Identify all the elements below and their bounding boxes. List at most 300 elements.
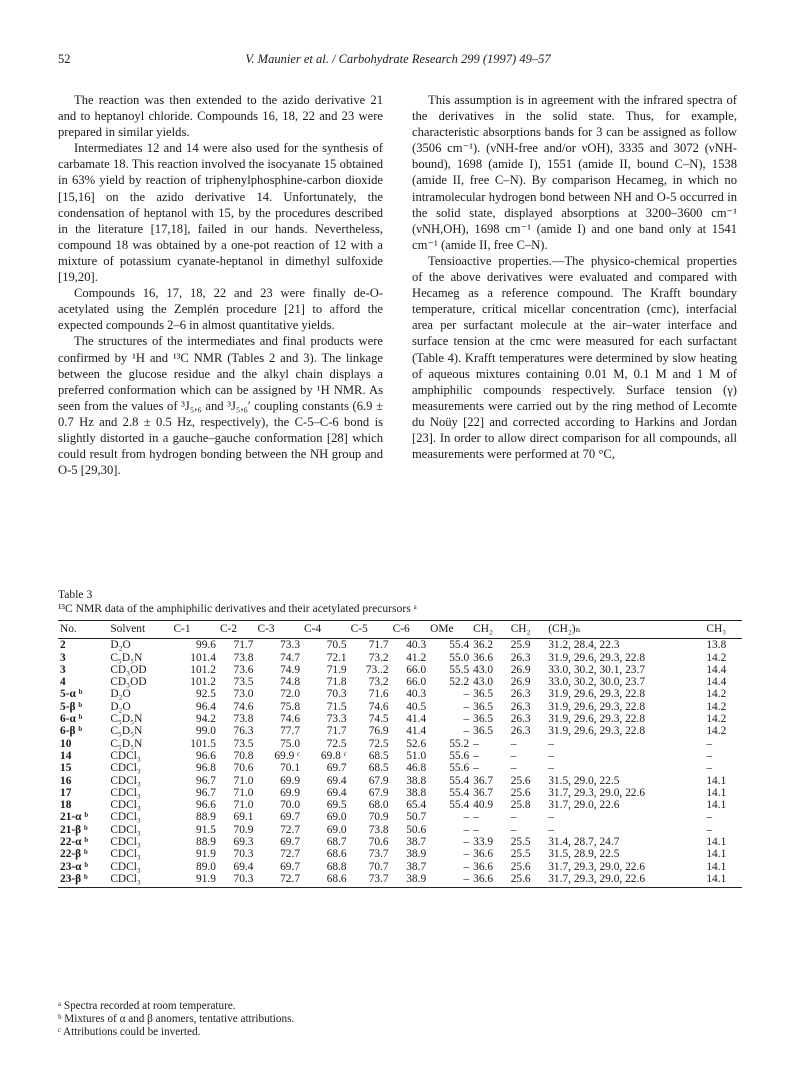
table-cell: 38.9 xyxy=(391,873,429,888)
table-cell: 96.6 xyxy=(196,799,216,812)
table-cell: 26.3 xyxy=(510,700,531,713)
table-cell: 74.9 xyxy=(280,663,301,676)
table-cell: 74.7 xyxy=(280,651,301,664)
table-cell: 5-α ᵇ xyxy=(60,688,83,701)
table-cell: 69.9 xyxy=(280,774,301,787)
table-cell: 36.6 xyxy=(471,873,509,888)
table-cell: – xyxy=(463,860,470,873)
table-cell: – xyxy=(510,737,517,750)
table-cell: 14.2 xyxy=(706,700,727,713)
table-cell: CDCl₃ xyxy=(110,749,141,762)
table-cell: 31.7, 29.3, 29.0, 22.6 xyxy=(548,860,646,873)
table-cell: 77.7 xyxy=(280,725,301,738)
table-cell: – xyxy=(548,811,554,824)
table-cell: 69.3 xyxy=(233,836,254,849)
table-cell: 67.9 xyxy=(368,786,389,799)
table-cell: 14.1 xyxy=(706,774,727,787)
table-cell: 68.0 xyxy=(368,799,389,812)
table-cell: 25.5 xyxy=(510,848,531,861)
table-cell: 52.6 xyxy=(406,737,427,750)
table-cell: 75.0 xyxy=(280,737,301,750)
table-cell: 99.0 xyxy=(196,725,216,738)
table-cell: D₂O xyxy=(110,700,131,713)
table-cell: 14.1 xyxy=(706,799,727,812)
table-cell: 31.7, 29.3, 29.0, 22.6 xyxy=(546,873,704,888)
table-cell: 14.4 xyxy=(706,663,727,676)
column-header: C-3 xyxy=(255,621,302,639)
table-cell: – xyxy=(463,700,470,713)
table-cell: 25.5 xyxy=(510,836,531,849)
table-cell: 51.0 xyxy=(406,749,427,762)
table-cell: 101.2 xyxy=(190,676,216,689)
column-header: CH₂ xyxy=(509,621,547,639)
table-cell: D₂O xyxy=(110,688,131,701)
table-cell: – xyxy=(510,811,517,824)
table-cell: 71.7 xyxy=(326,725,347,738)
column-header: C-4 xyxy=(302,621,349,639)
table-cell: 55.4 xyxy=(449,774,470,787)
table-cell: – xyxy=(473,823,479,836)
table-cell: – xyxy=(510,762,517,775)
column-header: CH₂ xyxy=(471,621,509,639)
table-cell: CDCl₃ xyxy=(110,786,141,799)
table-cell: 73.3 xyxy=(280,639,301,652)
table-cell: 68.6 xyxy=(302,873,349,888)
table-cell: 50.6 xyxy=(406,823,427,836)
table-cell: 68.7 xyxy=(326,836,347,849)
table-cell: 72.5 xyxy=(368,737,389,750)
table-cell: 71.0 xyxy=(233,786,254,799)
footnote: ᵇ Mixtures of α and β anomers, tentative attributions. xyxy=(58,1013,295,1025)
table-cell: 25.9 xyxy=(510,639,531,652)
table-cell: 23-α ᵇ xyxy=(60,860,89,873)
table-cell: – xyxy=(463,725,470,738)
table-cell: 25.8 xyxy=(510,799,531,812)
table-cell: 96.4 xyxy=(196,700,216,713)
table-cell: 23-β ᵇ xyxy=(58,873,108,888)
table-cell: 73.2 xyxy=(368,676,389,689)
table-cell: 72.7 xyxy=(280,823,301,836)
table-cell: 3 xyxy=(60,663,66,676)
table-cell: 69.9 xyxy=(280,786,301,799)
table-cell: 74.6 xyxy=(233,700,254,713)
page-header xyxy=(58,52,738,68)
table-cell: 36.6 xyxy=(473,848,494,861)
table-cell: – xyxy=(473,737,479,750)
table-cell: 6-β ᵇ xyxy=(60,725,83,738)
table-cell: 41.4 xyxy=(406,725,427,738)
table-cell: 14.1 xyxy=(704,873,742,888)
table-cell: 96.7 xyxy=(196,774,216,787)
table-cell: 25.6 xyxy=(509,873,547,888)
table-cell: 26.3 xyxy=(510,688,531,701)
table-cell: 73.8 xyxy=(368,823,389,836)
table-cell: 13.8 xyxy=(706,639,727,652)
table-cell: 70.6 xyxy=(233,762,254,775)
table-row xyxy=(58,861,742,873)
table-cell: 70.8 xyxy=(233,749,254,762)
table-cell: 73.7 xyxy=(368,848,389,861)
table-cell: C₅D₅N xyxy=(110,651,143,664)
table-cell: – xyxy=(706,823,713,836)
table-cell: 73.8 xyxy=(233,651,254,664)
table-cell: 70.7 xyxy=(368,860,389,873)
table-cell: 36.2 xyxy=(473,639,494,652)
table-cell: 16 xyxy=(60,774,72,787)
table-cell: 72.7 xyxy=(255,873,302,888)
table-label: Table 3 xyxy=(58,588,93,601)
table-cell: 31.2, 28.4, 22.3 xyxy=(548,639,620,652)
table-cell: – xyxy=(463,713,470,726)
table-cell: 31.9, 29.6, 29.3, 22.8 xyxy=(548,713,646,726)
table-cell: – xyxy=(548,762,554,775)
table-cell: 69.1 xyxy=(233,811,254,824)
table-cell: – xyxy=(463,823,470,836)
table-cell: 69.0 xyxy=(326,823,347,836)
table-cell: 52.2 xyxy=(449,676,470,689)
table-cell: 21-α ᵇ xyxy=(60,811,89,824)
footnote: ᵃ Spectra recorded at room temperature. xyxy=(58,1000,236,1012)
running-title: V. Maunier et al. / Carbohydrate Research 299 (1997) 49–57 xyxy=(245,52,551,66)
table-cell: 14.1 xyxy=(706,836,727,849)
table-cell: 72.0 xyxy=(280,688,301,701)
table-cell: – xyxy=(463,688,470,701)
table-cell: 55.4 xyxy=(449,639,470,652)
table-cell: – xyxy=(706,737,713,750)
table-cell: 70.9 xyxy=(233,823,254,836)
table-cell: 55.6 xyxy=(449,749,470,762)
table-cell: 38.9 xyxy=(406,848,427,861)
table-row xyxy=(58,676,742,688)
table-cell: 36.5 xyxy=(473,725,494,738)
table-cell: CDCl₃ xyxy=(110,848,141,861)
table-cell: 96.6 xyxy=(196,749,216,762)
table-cell: 46.8 xyxy=(406,762,427,775)
table-cell: 73.6 xyxy=(233,663,254,676)
table-cell: CDCl₃ xyxy=(110,774,141,787)
table-cell: 73.5 xyxy=(233,737,254,750)
table-cell: 70.5 xyxy=(326,639,347,652)
table-cell: 31.9, 29.6, 29.3, 22.8 xyxy=(548,688,646,701)
table-cell: 43.0 xyxy=(473,676,494,689)
table-cell: CDCl₃ xyxy=(110,860,141,873)
table-cell: 36.6 xyxy=(473,860,494,873)
table-cell: 69.7 xyxy=(280,836,301,849)
table-cell: 31.9, 29.6, 29.3, 22.8 xyxy=(548,700,646,713)
table-cell: 33.0, 30.2, 30.1, 23.7 xyxy=(548,663,646,676)
table-cell: 22-β ᵇ xyxy=(60,848,88,861)
table-cell: – xyxy=(706,749,713,762)
table-body xyxy=(58,639,742,888)
table-cell: 36.5 xyxy=(473,713,494,726)
table-cell: 55.2 xyxy=(449,737,470,750)
table-row xyxy=(58,725,742,737)
table-cell: – xyxy=(473,749,479,762)
table-cell: 38.7 xyxy=(406,836,427,849)
table-cell: 70.0 xyxy=(280,799,301,812)
column-header: (CH₂)ₙ xyxy=(546,621,704,639)
table-row xyxy=(58,750,742,762)
table-cell: – xyxy=(463,848,470,861)
table-cell: 69.7 xyxy=(280,860,301,873)
table-row xyxy=(58,836,742,848)
table-cell: 14 xyxy=(60,749,72,762)
table-cell: 76.3 xyxy=(233,725,254,738)
paragraph: The reaction was then extended to the azido derivative 21 and to heptanoyl chloride. Compounds 16, 18, 22 and 23 were prepared in similar yields. xyxy=(58,93,383,140)
table-cell: 66.0 xyxy=(406,663,427,676)
table-cell: – xyxy=(706,762,713,775)
table-cell: 101.5 xyxy=(190,737,216,750)
table-cell: C₅D₅N xyxy=(110,713,143,726)
table-cell: 41.4 xyxy=(406,713,427,726)
table-cell: 71.7 xyxy=(233,639,254,652)
table-cell: 73.2 xyxy=(368,651,389,664)
table-cell: 21-β ᵇ xyxy=(60,823,88,836)
table-cell: 96.7 xyxy=(196,786,216,799)
table-cell: D₂O xyxy=(110,639,131,652)
table-row xyxy=(58,787,742,799)
table-row xyxy=(58,762,742,774)
table-cell: CD₃OD xyxy=(110,663,147,676)
table-cell: 50.7 xyxy=(406,811,427,824)
table-cell: 72.1 xyxy=(326,651,347,664)
table-cell: 14.2 xyxy=(706,725,727,738)
table-cell: 70.6 xyxy=(368,836,389,849)
table-cell: 36.7 xyxy=(473,774,494,787)
table-cell: 71.0 xyxy=(233,774,254,787)
table-cell: 73.5 xyxy=(233,676,254,689)
table-cell: 71.0 xyxy=(233,799,254,812)
table-cell: CDCl₃ xyxy=(110,799,141,812)
table-cell: 101.2 xyxy=(190,663,216,676)
table-cell: 68.6 xyxy=(326,848,347,861)
table-cell: 69.7 xyxy=(280,811,301,824)
table-cell: 73.8 xyxy=(233,713,254,726)
table-cell: 38.7 xyxy=(406,860,427,873)
table-cell: 36.6 xyxy=(473,651,494,664)
table-cell: 96.8 xyxy=(196,762,216,775)
table-cell: CD₃OD xyxy=(110,676,147,689)
table-cell: CDCl₃ xyxy=(110,762,141,775)
table-cell: 3 xyxy=(60,651,66,664)
column-header: Solvent xyxy=(108,621,171,639)
table-row xyxy=(58,664,742,676)
table-cell: 73.7 xyxy=(349,873,391,888)
table-cell: 26.9 xyxy=(510,663,531,676)
table-cell: 2 xyxy=(60,639,66,652)
table-footnotes xyxy=(58,1000,738,1039)
table-row xyxy=(58,799,742,811)
table-cell: 14.2 xyxy=(706,713,727,726)
table-cell: 31.9, 29.6, 29.3, 22.8 xyxy=(548,651,646,664)
table-cell: 14.1 xyxy=(706,786,727,799)
table-cell: 5-β ᵇ xyxy=(60,700,83,713)
table-cell: 71.6 xyxy=(368,688,389,701)
table-cell: 15 xyxy=(60,762,72,775)
column-header: C-2 xyxy=(218,621,256,639)
table-caption xyxy=(58,588,738,615)
table-cell: 40.3 xyxy=(406,639,427,652)
table-cell: 25.6 xyxy=(510,786,531,799)
table-cell: 26.3 xyxy=(510,651,531,664)
table-cell: – xyxy=(706,811,713,824)
footnote: ᶜ Attributions could be inverted. xyxy=(58,1026,201,1038)
table-cell: 22-α ᵇ xyxy=(60,836,89,849)
table-cell: 74.5 xyxy=(368,713,389,726)
table-cell: – xyxy=(548,823,554,836)
table-cell: 40.5 xyxy=(406,700,427,713)
table-cell: 68.5 xyxy=(368,749,389,762)
table-cell: 76.9 xyxy=(368,725,389,738)
table-cell: 31.5, 28.9, 22.5 xyxy=(548,848,620,861)
table-cell: 69.0 xyxy=(326,811,347,824)
paragraph: Compounds 16, 17, 18, 22 and 23 were finally de-O-acetylated using the Zemplén procedure [21] to afford the expected compounds 2–6 in almost quantitative yields. xyxy=(58,286,383,333)
table-cell: 99.6 xyxy=(196,639,216,652)
table-cell: 94.2 xyxy=(196,713,216,726)
nmr-data-table xyxy=(58,620,742,888)
table-cell: CDCl₃ xyxy=(110,811,141,824)
table-cell: 14.2 xyxy=(706,688,727,701)
paragraph: Tensioactive properties.—The physico-chemical properties of the above derivatives were evaluated and compared with Hecameg as a reference compound. The Krafft boundary temperature, critical micellar concentration (cmc), interfacial area per surfactant molecule at the air–water interface and surface tension at the cmc were measured for each surfactant (Table 4). Krafft temperatures were determined by slow heating of aqueous mixtures containing 0.01 M, 0.1 M and 1 M of amphiphilic compounds respectively. Surface tension (γ) measurements were carried out by the ring method of Lecomte du Noüy [22] and corrected according to Harkins and Jordan [23]. In order to allow direct comparison for all compounds, all measurements were performed at 70 °C, xyxy=(412,253,737,462)
table-row xyxy=(58,824,742,836)
table-cell: 18 xyxy=(60,799,72,812)
table-cell: 43.0 xyxy=(473,663,494,676)
table-title: ¹³C NMR data of the amphiphilic derivatives and their acetylated precursors ᵃ xyxy=(58,601,417,615)
table-cell: 91.9 xyxy=(171,873,217,888)
table-cell: 71.9 xyxy=(326,663,347,676)
table-cell: 31.7, 29.3, 29.0, 22.6 xyxy=(548,786,646,799)
table-row xyxy=(58,811,742,823)
table-cell: 14.4 xyxy=(706,676,727,689)
paragraph: Intermediates 12 and 14 were also used for the synthesis of carbamate 18. This reaction involved the isocyanate 15 obtained in 63% yield by reaction of triphenylphosphine-carbon dioxide [15,16] on the azido derivative 14. Unfortunately, the condensation of heptanol with 15, by the procedures described in the literature [17,18], failed in our hands. Nevertheless, compound 18 was obtained by a one-pot reaction of 12 with a mixture of potassium cyanate-heptanol in dimethyl sulfoxide [19,20]. xyxy=(58,141,383,285)
table-cell: 31.7, 29.0, 22.6 xyxy=(548,799,620,812)
table-cell: 73.0 xyxy=(233,688,254,701)
table-cell: 70.3 xyxy=(233,848,254,861)
table-cell: 36.5 xyxy=(473,688,494,701)
table-cell: 73..2 xyxy=(365,663,389,676)
table-cell: 31.9, 29.6, 29.3, 22.8 xyxy=(548,725,646,738)
table-row xyxy=(58,738,742,750)
table-cell: – xyxy=(473,811,479,824)
table-cell: 33.9 xyxy=(473,836,494,849)
table-cell: – xyxy=(548,737,554,750)
column-header: CH₃ xyxy=(704,621,742,639)
table-cell: 101.4 xyxy=(190,651,216,664)
table-cell: 36.7 xyxy=(473,786,494,799)
column-header: C-1 xyxy=(171,621,217,639)
table-cell: – xyxy=(510,823,517,836)
table-cell: 17 xyxy=(60,786,72,799)
table-cell: 55.0 xyxy=(449,651,470,664)
table-cell: 69.8 ᶜ xyxy=(320,749,347,762)
table-row xyxy=(58,701,742,713)
table-cell: 69.5 xyxy=(326,799,347,812)
table-cell: CDCl₃ xyxy=(110,836,141,849)
table-row xyxy=(58,639,742,652)
table-cell: – xyxy=(548,749,554,762)
table-cell: 38.8 xyxy=(406,786,427,799)
table-cell: – xyxy=(428,873,471,888)
table-header-row xyxy=(58,621,742,639)
column-header: OMe xyxy=(428,621,471,639)
table-row xyxy=(58,688,742,700)
table-cell: 69.4 xyxy=(233,860,254,873)
paragraph: The structures of the intermediates and final products were confirmed by ¹H and ¹³C NMR (Tables 2 and 3). The linkage between the glucose residue and the alkyl chain displays a preferred conformation which can be assigned by ¹H NMR. As seen from the values of ³J₅,₆ and ³J₅,₆′ coupling constants (6.9 ± 0.7 Hz and 2.8 ± 0.5 Hz, respectively), the C-5–C-6 bond is slightly distorted in a gauche–gauche conformation [28] which could result from hydrogen bonding between the NH group and O-5 [29,30]. xyxy=(58,334,383,478)
table-cell: 72.7 xyxy=(280,848,301,861)
table-cell: 74.8 xyxy=(280,676,301,689)
table-cell: 4 xyxy=(60,676,66,689)
table-cell: 69.9 ᶜ xyxy=(274,749,301,762)
column-header: C-5 xyxy=(349,621,391,639)
table-cell: 31.4, 28.7, 24.7 xyxy=(548,836,620,849)
table-cell: 71.7 xyxy=(368,639,389,652)
table-cell: 88.9 xyxy=(196,836,216,849)
table-cell: 14.2 xyxy=(706,651,727,664)
table-cell: 40.9 xyxy=(473,799,494,812)
table-cell: 69.4 xyxy=(326,774,347,787)
table-cell: 66.0 xyxy=(406,676,427,689)
table-cell: 55.4 xyxy=(449,799,470,812)
table-cell: 73.3 xyxy=(326,713,347,726)
table-cell: 72.5 xyxy=(326,737,347,750)
table-cell: 91.5 xyxy=(196,823,216,836)
table-cell: 91.9 xyxy=(196,848,216,861)
table-cell: C₅D₅N xyxy=(110,737,143,750)
table-cell: C₅D₅N xyxy=(110,725,143,738)
table-cell: CDCl₃ xyxy=(108,873,171,888)
table-cell: 74.6 xyxy=(368,700,389,713)
left-column xyxy=(58,92,383,478)
table-cell: 71.8 xyxy=(326,676,347,689)
column-header: No. xyxy=(58,621,108,639)
table-cell: 88.9 xyxy=(196,811,216,824)
table-cell: 67.9 xyxy=(368,774,389,787)
table-cell: 89.0 xyxy=(196,860,216,873)
table-cell: – xyxy=(463,836,470,849)
table-cell: 38.8 xyxy=(406,774,427,787)
table-cell: 26.9 xyxy=(510,676,531,689)
table-cell: 68.5 xyxy=(368,762,389,775)
table-cell: 10 xyxy=(60,737,72,750)
table-cell: 70.3 xyxy=(326,688,347,701)
table-cell: CDCl₃ xyxy=(110,823,141,836)
column-header: C-6 xyxy=(391,621,429,639)
table-cell: 69.4 xyxy=(326,786,347,799)
table-cell: – xyxy=(473,762,479,775)
table-cell: 55.4 xyxy=(449,786,470,799)
page-number: 52 xyxy=(58,52,71,66)
table-cell: 71.5 xyxy=(326,700,347,713)
table-cell: 31.5, 29.0, 22.5 xyxy=(548,774,620,787)
table-cell: – xyxy=(463,811,470,824)
table-cell: 65.4 xyxy=(406,799,427,812)
table-row xyxy=(58,848,742,860)
table-cell: 41.2 xyxy=(406,651,427,664)
table-cell: 25.6 xyxy=(510,774,531,787)
table-cell: 70.1 xyxy=(280,762,301,775)
table-cell: 40.3 xyxy=(406,688,427,701)
paragraph: This assumption is in agreement with the infrared spectra of the derivatives in the solid state. Thus, for example, characteristic absorptions bands for 3 can be assigned as follow (3506 cm⁻¹). (νNH-free and/or νOH), 3335 and 3072 (νNH-bound), 1698 (amide I), 1551 (amide II, bound C–N), 1538 (amide II, free C–N). By comparison Hecameg, in which no intramolecular hydrogen bond between NH and O-5 occurred in the solid state, displayed absorptions at 3200–3600 cm⁻¹ (νNH,OH), 1698 cm⁻¹ (amide I) and one band only at 1541 cm⁻¹ (amide II, free C–N). xyxy=(412,93,737,252)
table-cell: 33.0, 30.2, 30.0, 23.7 xyxy=(548,676,646,689)
table-cell: 75.8 xyxy=(280,700,301,713)
table-cell: 6-α ᵇ xyxy=(60,713,83,726)
table-cell: 14.1 xyxy=(706,848,727,861)
table-cell: 55.6 xyxy=(449,762,470,775)
table-cell: 26.3 xyxy=(510,713,531,726)
table-cell: 14.1 xyxy=(706,860,727,873)
right-column xyxy=(412,92,737,462)
table-row xyxy=(58,652,742,664)
